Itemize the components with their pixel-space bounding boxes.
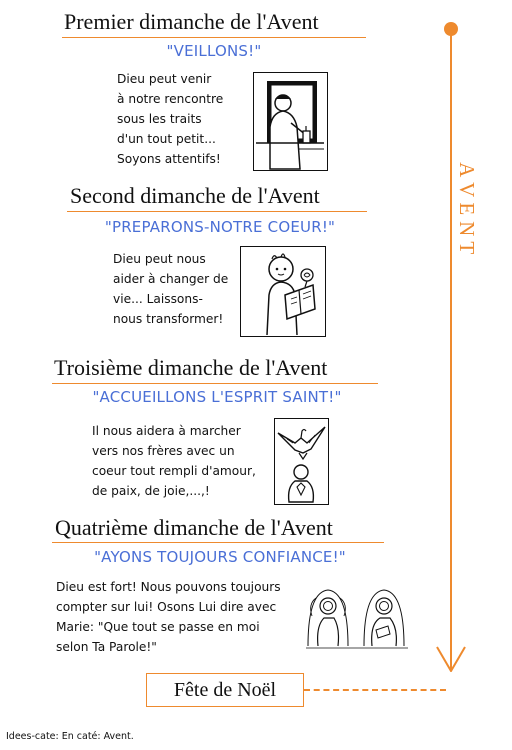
section-3-title: Troisième dimanche de l'Avent xyxy=(54,355,328,380)
person-at-window-icon xyxy=(253,72,328,171)
section-1-text: Dieu peut venir à notre rencontre sous les traits d'un tout petit... Soyons attentifs! xyxy=(117,72,224,166)
noel-connector xyxy=(304,689,446,691)
section-3-motto: "ACCUEILLONS L'ESPRIT SAINT!" xyxy=(92,388,342,406)
section-4-title: Quatrième dimanche de l'Avent xyxy=(55,515,333,540)
section-2-text: Dieu peut nous aider à changer de vie... Laissons- nous transformer! xyxy=(113,252,229,326)
timeline-label: A V E N T xyxy=(454,162,479,255)
timeline-arrow-icon xyxy=(436,646,466,672)
section-1-title: Premier dimanche de l'Avent xyxy=(64,9,319,34)
section-1-motto: "VEILLONS!" xyxy=(166,42,262,60)
section-1-divider xyxy=(62,37,366,38)
annunciation-icon xyxy=(306,582,408,652)
section-2-divider xyxy=(67,211,367,212)
section-2-motto: "PREPARONS-NOTRE COEUR!" xyxy=(104,218,336,236)
child-reading-book-icon xyxy=(240,246,326,337)
section-3-text: Il nous aidera à marcher vers nos frères avec un coeur tout rempli d'amour, de paix, de joie,...,! xyxy=(92,424,256,498)
section-2-title: Second dimanche de l'Avent xyxy=(70,183,320,208)
section-4-divider xyxy=(52,542,384,543)
section-3-divider xyxy=(52,383,378,384)
timeline-line xyxy=(450,29,452,671)
section-4-motto: "AYONS TOUJOURS CONFIANCE!" xyxy=(94,548,346,566)
section-4-text: Dieu est fort! Nous pouvons toujours compter sur lui! Osons Lui dire avec Marie: "Que tout se passe en moi selon Ta Parole!" xyxy=(56,580,281,654)
noel-label: Fête de Noël xyxy=(173,679,277,701)
dove-over-praying-child-icon xyxy=(274,418,329,505)
noel-box xyxy=(146,673,304,707)
footer-credit: Idees-cate: En caté: Avent. xyxy=(6,731,134,742)
